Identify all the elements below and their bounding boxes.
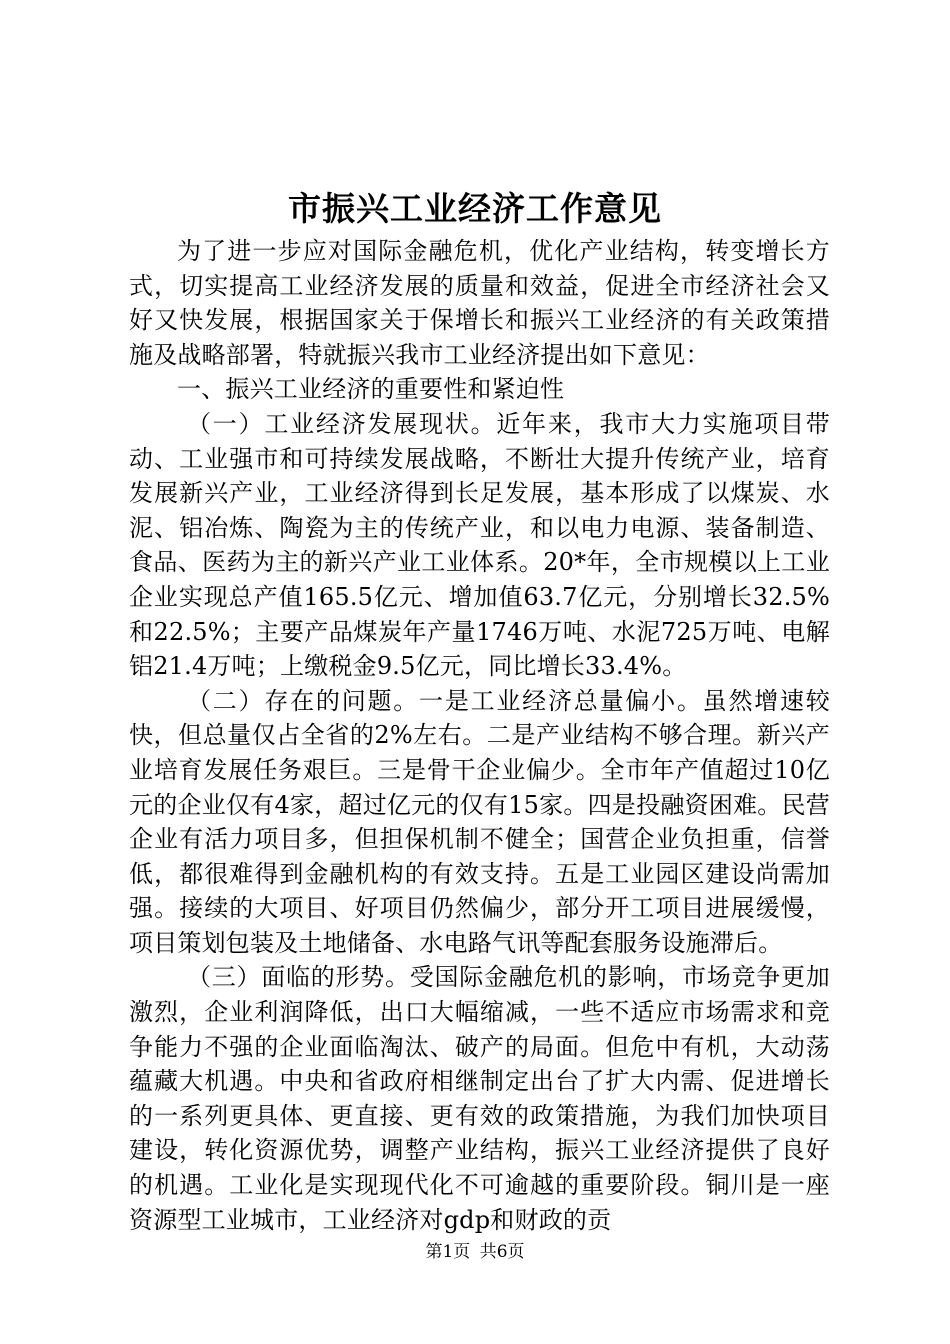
subsection-paragraph-1: （一）工业经济发展现状。近年来，我市大力实施项目带动、工业强市和可持续发展战略，不断壮大提升传统产业，培育发展新兴产业，工业经济得到长足发展，基本形成了以煤炭、水泥、铝冶炼、陶瓷为主的传统产业，和以电力电源、装备制造、食品、医药为主的新兴产业工业体系。20*年，全市规模以上工业企业实现总产值165.5亿元、增加值63.7亿元，分别增长32.5%和22.5%；主要产品煤炭年产量1746万吨、水泥725万吨、电解铝21.4万吨；上缴税金9.5亿元，同比增长33.4%。: [129, 409, 830, 681]
page-number-footer: 第1页 共6页: [425, 1242, 525, 1262]
document-title: 市振兴工业经济工作意见: [288, 189, 662, 228]
document-body: [129, 234, 830, 1237]
intro-paragraph: 为了进一步应对国际金融危机，优化产业结构，转变增长方式，切实提高工业经济发展的质量和效益，促进全市经济社会又好又快发展，根据国家关于保增长和振兴工业经济的有关政策措施及战略部署，特就振兴我市工业经济提出如下意见：: [129, 237, 830, 369]
subsection-paragraph-3: （三）面临的形势。受国际金融危机的影响，市场竞争更加激烈，企业利润降低，出口大幅缩减，一些不适应市场需求和竞争能力不强的企业面临淘汰、破产的局面。但危中有机，大动荡蕴藏大机遇。中央和省政府相继制定出台了扩大内需、促进增长的一系列更具体、更直接、更有效的政策措施，为我们加快项目建设，转化资源优势，调整产业结构，振兴工业经济提供了良好的机遇。工业化是实现现代化不可逾越的重要阶段。铜川是一座资源型工业城市，工业经济对gdp和财政的贡: [129, 963, 830, 1234]
subsection-paragraph-2: （二）存在的问题。一是工业经济总量偏小。虽然增速较快，但总量仅占全省的2%左右。二是产业结构不够合理。新兴产业培育发展任务艰巨。三是骨干企业偏少。全市年产值超过10亿元的企业仅有4家，超过亿元的仅有15家。四是投融资困难。民营企业有活力项目多，但担保机制不健全；国营企业负担重，信誉低，都很难得到金融机构的有效支持。五是工业园区建设尚需加强。接续的大项目、好项目仍然偏少，部分开工项目进展缓慢，项目策划包装及土地储备、水电路气讯等配套服务设施滞后。: [129, 686, 830, 957]
section-heading-1: 一、振兴工业经济的重要性和紧迫性: [177, 375, 565, 404]
